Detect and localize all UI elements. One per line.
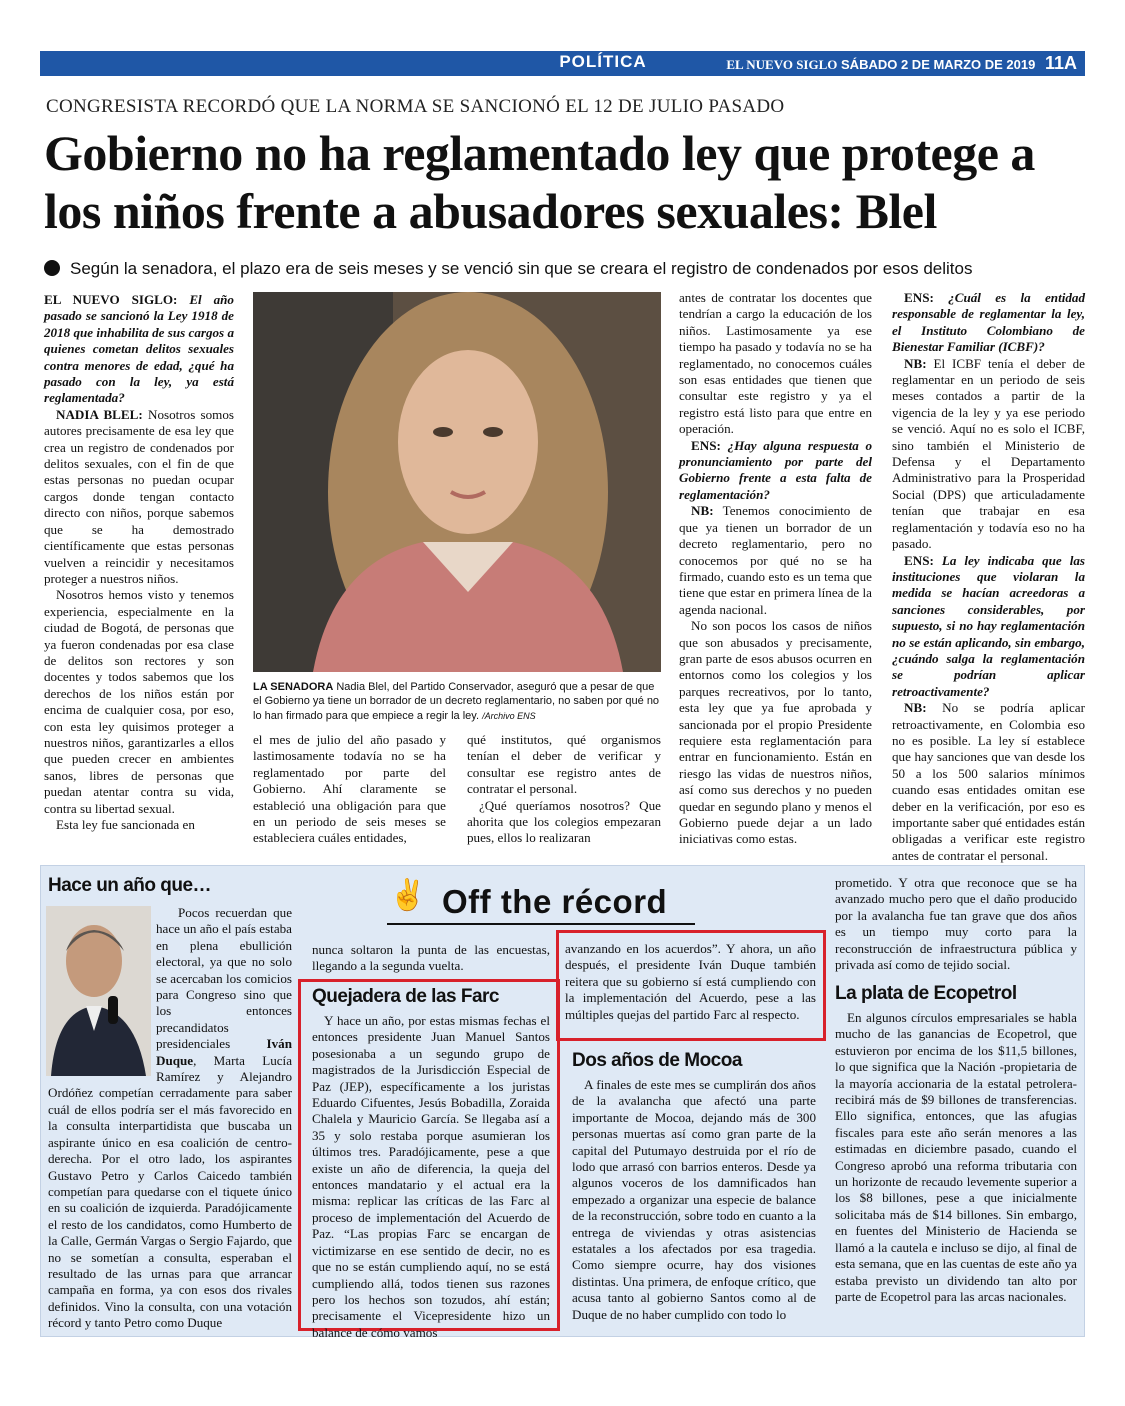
article-column-1 (44, 292, 234, 833)
article-headline: Gobierno no ha reglamentado ley que protege a los niños frente a abusadores sexuales: Blel (44, 125, 1035, 239)
paragraph: A finales de este mes se cumplirán dos años de la avalancha que afectó una parte importante de Mocoa, dejando más de 300 personas muertas así como gran parte de la capital del Putumayo destruida por el río de lodo que arrasó con barrios enteros. Desde ya algunos voceros de los damnificados han empezado a organizar una especie de balance de la reconstrucción, sobre todo en cuanto a la entrega de viviendas y otras asistencias estatales a los afectados por esa tragedia. Como siempre ocurre, hay dos visiones distintas. Una primera, de enfoque crítico, que acusa tanto al gobierno Santos como al de Duque de no haber cumplido con todo lo (572, 1077, 816, 1322)
paragraph: Esta ley fue sancionada en (56, 817, 195, 832)
article-column-4 (679, 290, 872, 848)
article-column-3 (467, 732, 661, 847)
paragraph: antes de contratar los docentes que tendrían a cargo la educación de los niños. Lastimosamente ya ese tiempo ha pasado y todavía no se ha reglamentado, no conocemos cuáles son esas entidades que tienen que consultar este registro y ya el registro está listo para que entre en operación. (679, 290, 872, 437)
caption-lead: LA SENADORA (253, 681, 334, 693)
paragraph: Nosotros hemos visto y tenemos experiencia, especialmente en la ciudad de Bogotá, de personas que ya fueron condenadas por esa clase de delitos son rectores y son docentes y todos sabemos que los derechos de los niños están por encima de cualquier cosa, por eso, con esta ley quisimos proteger a nuestros niños, garantizarles a ellos que pueden crecer en ambientes sanos, libres de personas que puedan atentar contra su vida, contra su libertad sexual. (44, 587, 234, 816)
question-speaker: EL NUEVO SIGLO: (44, 292, 178, 307)
paragraph: Y hace un año, por estas mismas fechas el entonces presidente Juan Manuel Santos posesionaba a un segundo grupo de magistrados de la Jurisdicción Especial de Paz (JEP), específicamente a los juristas Eduardo Cifuentes, Jesús Bobadilla, Zoraida Chalela y Mauricio García. Se llegaba así a 35 y solo restaba porque asumieran los últimos tres. Paradójicamente, pese a que existe un año de diferencia, la queja del entonces mandatario y el actual era la misma: replicar las críticas de las Farc al proceso de implementación del Acuerdo de Paz. “Las propias Farc se encargan de victimizarse en ese sentido de decir, no es que no se están cumpliendo aquí, no se está cumpliendo allá, todos tienen sus razones pero los hechos son tozudos, ahí están; precisamente el Vicepresidente hizo un balance de cómo vamos (312, 1013, 550, 1340)
item-text-hace-un-ano (48, 905, 292, 1335)
paragraph: En algunos círculos empresariales se habla mucho de las ganancias de Ecopetrol, que estuvieron por encima de los $11,5 billones, lo que significa que la Nación -propietaria de la mayoría accionaria de la estatal petrolera- recibirá más de $9 billones de transferencias. Ello significa, entonces, que las afugias fiscales para este año serán menores a las estimadas en diciembre pasado, cuando el Congreso aprobó una reforma tributaria con un horizonte de recaudo levemente superior a los $8 billones, pese a que inicialmente solicitaba más de $14 billones. Sin embargo, en fuentes del Ministerio de Hacienda se llamó a la cautela e incluso se dijo, al final de esta semana, que en las cuentas de este año ya estaba previsto un dividendo tan alto por parte de Ecopetrol para las arcas nacionales. (835, 1010, 1077, 1304)
title-underline (387, 923, 695, 925)
bold-name: Iván Duque (156, 1036, 292, 1068)
paragraph: No son pocos los casos de niños que son abusados y precisamente, gran parte de esos abusos ocurren en entornos como los colegios y los parques recreativos, por lo tanto, esta ley que ya fue aprobada y sancionada por el propio Presidente requiere esta reglamentación para entrar en funcionamiento. Están en riesgo las vidas de nuestros niños, así como sus derechos y no pueden quedar en segundo plano y menos el Gobierno puede dejar a un lado iniciativas como estas. (679, 618, 872, 847)
question-speaker: ENS: (904, 290, 934, 305)
section-header-bar (40, 51, 1085, 76)
issue-date: SÁBADO 2 DE MARZO DE 2019 (841, 57, 1036, 72)
question-speaker: ENS: (904, 552, 934, 568)
paragraph: nunca soltaron la punta de las encuestas, llegando a la segunda vuelta. (312, 942, 550, 974)
paragraph: prometido. Y otra que reconoce que se ha avanzado mucho pero que el daño producido por la avalancha fue tan grave que dos años es un tiempo muy corto para la reconstrucción de infraestructura pública y privada así como de tejido social. (835, 875, 1077, 973)
item-heading-hace-un-ano: Hace un año que… (48, 875, 212, 896)
caption-text: Nadia Blel, del Partido Conservador, aseguró que a pesar de que el Gobierno ya tiene un borrador de un decreto reglamentario, no saben por qué no lo han firmado para que empiece a regir la ley. (253, 681, 660, 722)
paragraph: el mes de julio del año pasado y lastimosamente todavía no se ha reglamentado por parte del Gobierno. Ahí claramente se estableció una obligación para que en un periodo de seis meses se estableciera cuáles entidades, (253, 732, 446, 846)
item-heading-mocoa: Dos años de Mocoa (572, 1050, 742, 1071)
article-column-2 (253, 732, 446, 847)
answer-speaker: NB: (904, 700, 927, 716)
photo-spacer (48, 905, 156, 1081)
answer-text: Tenemos conocimiento de que ya tienen un borrador de un decreto reglamentario, pero no conocemos por qué no se ha firmado, cuando esto es un tema que tiene que estar en primera línea de la agenda nacional. (679, 503, 872, 617)
bullet-icon (44, 260, 60, 276)
answer-text: Nosotros somos autores precisamente de esa ley que crea un registro de condenados por delitos sexuales, con el fin de que estas personas no puedan ocupar cargos donde tengan contacto directo con niños, porque sabemos que se ha demostrado científicamente que estas personas vuelven a reincidir y necesitamos proteger a nuestros niños. (44, 406, 235, 586)
off-the-record-title: Off the récord (442, 883, 668, 920)
masthead (726, 53, 1077, 74)
photo-caption (253, 680, 661, 723)
answer-speaker: NADIA BLEL: (56, 406, 143, 422)
paragraph: Pocos recuerdan que hace un año el país estaba en plena ebullición electoral, ya que no solo se acercaban los comicios para Congreso sino que los entonces precandidatos presidenciales (156, 905, 292, 1052)
item-text-mocoa-cont (835, 875, 1077, 973)
answer-text: El ICBF tenía el deber de reglamentar en un periodo de seis meses contados a partir de la vigencia de la ley y ya ese periodo se venció. Aquí no es solo el ICBF, sino también el Ministerio de Defensa y el Departamento Administrativo para la Prosperidad Social (DPS) que articuladamente tenían que trabajar en esa reglamentación y todavía eso no ha pasado. (892, 355, 1085, 552)
paragraph: avanzando en los acuerdos”. Y ahora, un año después, el presidente Iván Duque también reitera que su gobierno sí está cumpliendo con la implementación del Acuerdo, pese a las múltiples quejas del partido Farc al respecto. (565, 941, 816, 1022)
item-text-hace-un-ano-cont (312, 942, 550, 975)
item-text-quejadera-cont (565, 941, 816, 1023)
question-text: ¿Cuál es la entidad responsable de reglamentar la ley, el Instituto Colombiano de Bienestar Familiar (ICBF)? (892, 290, 1085, 355)
victory-hand-icon: ✌ (389, 879, 427, 912)
article-subhead (44, 259, 1084, 279)
paragraph: qué institutos, qué organismos tenían el deber de verificar y consultar ese registro antes de contratar el personal. (467, 732, 661, 797)
item-text-mocoa (572, 1077, 816, 1323)
item-heading-ecopetrol: La plata de Ecopetrol (835, 983, 1017, 1004)
question-text: ¿Hay alguna respuesta o pronunciamiento por parte del Gobierno frente a esta falta de reglamentación? (679, 437, 872, 502)
portrait-image (253, 292, 661, 672)
question-text: La ley indicaba que las instituciones que violaran la medida se hacían acreedoras a sanciones considerables, por supuesto, si no hay reglamentación no se están aplicando, sin embargo, ¿cuándo salga la reglamentación se podrían aplicar retroactivamente? (892, 552, 1085, 699)
senator-photo (253, 292, 661, 672)
photo-credit: /Archivo ENS (482, 710, 536, 721)
subhead-text: Según la senadora, el plazo era de seis meses y se venció sin que se creara el registro de condenados por esos delitos (70, 259, 973, 278)
section-label: POLÍTICA (559, 52, 647, 71)
item-heading-quejadera: Quejadera de las Farc (312, 986, 499, 1007)
paragraph: ¿Qué queríamos nosotros? Que ahorita que los colegios empezaran pues, ellos lo realizaran (467, 797, 661, 846)
page-number: 11A (1044, 53, 1077, 73)
newspaper-name: EL NUEVO SIGLO (726, 57, 838, 72)
article-column-5 (892, 290, 1085, 864)
item-text-ecopetrol (835, 1010, 1077, 1305)
answer-text: No se podría aplicar retroactivamente, en Colombia eso no es posible. La ley sí establece que hay sanciones que van desde los 50 a los 500 salarios mínimos cuando esas entidades omitan ese deber en la verificación, por eso es importante saber qué entidades están obligadas a verificar este registro antes de contratar el personal. (892, 700, 1085, 863)
paragraph: , Marta Lucía Ramírez y Alejandro Ordóñez competían cerradamente para saber cuál de ellos podría ser el más favorecido en la consulta interpartidista que buscaba un aspirante único en esa coalición de centro-derecha. Por el otro lado, los aspirantes Gustavo Petro y Carlos Caicedo también competían para quedarse con el tiquete único en su coalición de izquierda. Paradójicamente el resto de los candidatos, como Humberto de la Calle, Germán Vargas o Sergio Fajardo, que no se sometían a consulta, esperaban el resultado de las urnas para que arrancar campaña en forma, ya con esos dos rivales definidos. Vino la consulta, con una votación récord y tanto Petro como Duque (48, 1052, 292, 1331)
answer-speaker: NB: (904, 355, 927, 371)
item-text-quejadera (312, 1013, 550, 1341)
article-kicker: CONGRESISTA RECORDÓ QUE LA NORMA SE SANCIONÓ EL 12 DE JULIO PASADO (46, 96, 785, 117)
answer-speaker: NB: (691, 503, 714, 519)
question-speaker: ENS: (691, 437, 721, 453)
question-text: El año pasado se sancionó la Ley 1918 de 2018 que inhabilita de sus cargos a quienes cometan delitos sexuales contra menores de edad, ¿qué ha pasado con la ley, ya está reglamentada? (44, 292, 234, 406)
